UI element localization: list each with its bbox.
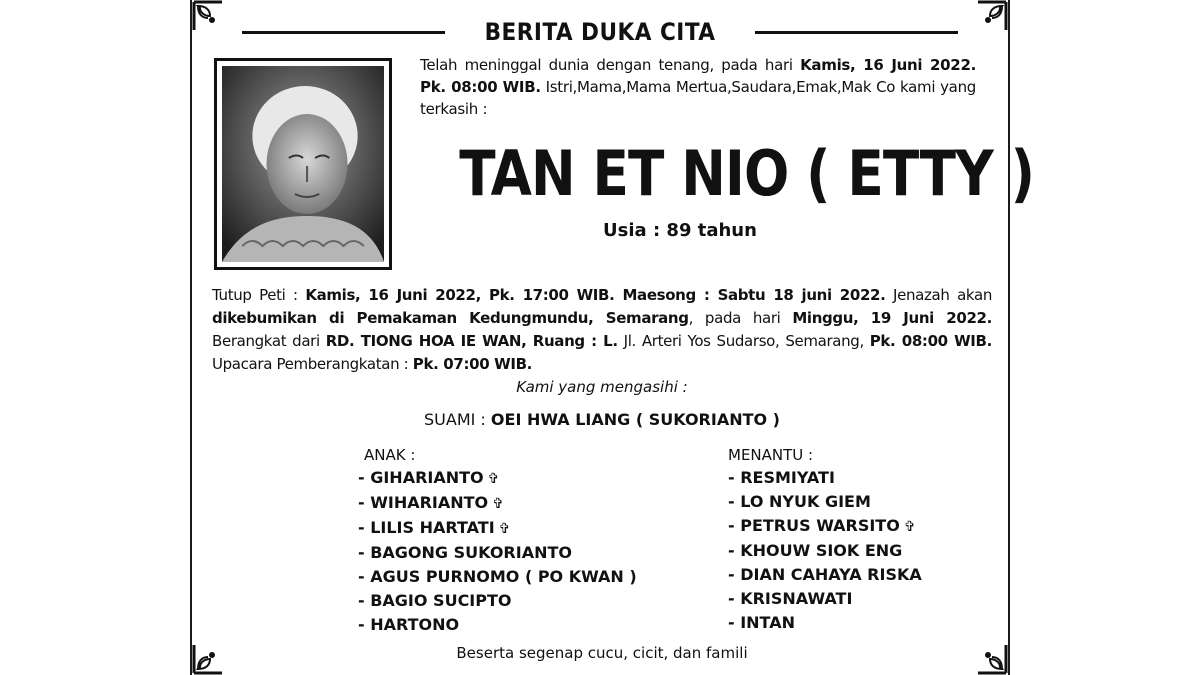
child-name: - WIHARIANTO — [358, 493, 489, 512]
header-rule-left — [242, 31, 445, 34]
list-item — [358, 613, 637, 637]
details-text: , pada hari — [688, 309, 793, 327]
list-item — [358, 565, 637, 589]
age-label: Usia : 89 tahun — [603, 220, 757, 241]
details-text: Tutup Peti : — [212, 286, 306, 304]
header-rule-right — [755, 31, 958, 34]
list-item — [728, 611, 922, 635]
cross-icon: ✞ — [903, 519, 916, 535]
cross-icon: ✞ — [498, 521, 511, 537]
details-bold: Kamis, 16 Juni 2022, Pk. 17:00 WIB. Maesong : Sabtu 18 juni 2022. — [305, 286, 886, 304]
in-law-name: - PETRUS WARSITO — [728, 516, 900, 535]
in-law-name: - KHOUW SIOK ENG — [728, 541, 903, 560]
list-item — [728, 514, 922, 539]
list-item — [358, 541, 637, 565]
details-text: Jenazah akan — [885, 286, 992, 304]
portrait-photo — [214, 58, 392, 270]
details-text: Jl. Arteri Yos Sudarso, Semarang, — [617, 332, 870, 350]
list-item — [358, 516, 637, 541]
details-bold: RD. TIONG HOA IE WAN, Ruang : L. — [325, 332, 618, 350]
husband-label: SUAMI : — [424, 410, 491, 429]
list-item — [358, 466, 637, 491]
list-item — [728, 466, 922, 490]
obituary-card — [190, 0, 1035, 675]
page-title: BERITA DUKA CITA — [484, 18, 716, 46]
list-item — [728, 587, 922, 611]
details-bold: dikebumikan di Pemakaman Kedungmundu, Semarang — [212, 309, 689, 327]
in-laws-list — [728, 466, 922, 635]
footer-text: Beserta segenap cucu, cicit, dan famili — [456, 644, 748, 662]
in-law-name: - INTAN — [728, 613, 795, 632]
cross-icon: ✞ — [492, 496, 504, 512]
death-date: Kamis, 16 Juni 2022. Pk. 08:00 WIB. — [420, 56, 976, 96]
list-item — [728, 490, 922, 514]
intro-part: Istri,Mama,Mama Mertua,Saudara,Emak,Mak Co kami yang terkasih : — [420, 78, 976, 118]
list-item — [358, 589, 637, 613]
funeral-details — [212, 284, 992, 376]
child-name: - AGUS PURNOMO ( PO KWAN ) — [358, 567, 637, 586]
details-bold: Minggu, 19 Juni 2022. — [792, 309, 992, 327]
in-laws-title: MENANTU : — [728, 446, 814, 464]
child-name: - BAGIO SUCIPTO — [358, 591, 512, 610]
details-text: Berangkat dari — [212, 332, 326, 350]
child-name: - BAGONG SUKORIANTO — [358, 543, 572, 562]
intro-part: Telah meninggal dunia dengan tenang, pada hari — [420, 56, 801, 74]
intro-text — [420, 54, 976, 120]
list-item — [358, 491, 637, 516]
child-name: - LILIS HARTATI — [358, 518, 495, 537]
in-law-name: - DIAN CAHAYA RISKA — [728, 565, 922, 584]
husband-line — [192, 410, 1012, 429]
details-bold: Pk. 07:00 WIB. — [412, 355, 533, 373]
list-item — [728, 563, 922, 587]
list-item — [728, 539, 922, 563]
corner-ornament-icon — [192, 0, 224, 32]
closing-intro: Kami yang mengasihi : — [516, 378, 688, 396]
child-name: - HARTONO — [358, 615, 460, 634]
children-title: ANAK : — [364, 446, 416, 464]
details-bold: Pk. 08:00 WIB. — [869, 332, 992, 350]
cross-icon: ✞ — [487, 471, 500, 487]
header — [242, 14, 958, 50]
in-law-name: - RESMIYATI — [728, 468, 835, 487]
deceased-name: TAN ET NIO ( ETTY ) — [459, 137, 1035, 210]
details-text: Upacara Pemberangkatan : — [212, 355, 413, 373]
in-law-name: - KRISNAWATI — [728, 589, 853, 608]
corner-ornament-icon — [976, 0, 1008, 32]
child-name: - GIHARIANTO — [358, 468, 484, 487]
children-list — [358, 466, 637, 637]
in-law-name: - LO NYUK GIEM — [728, 492, 871, 511]
husband-name: OEI HWA LIANG ( SUKORIANTO ) — [490, 410, 780, 429]
